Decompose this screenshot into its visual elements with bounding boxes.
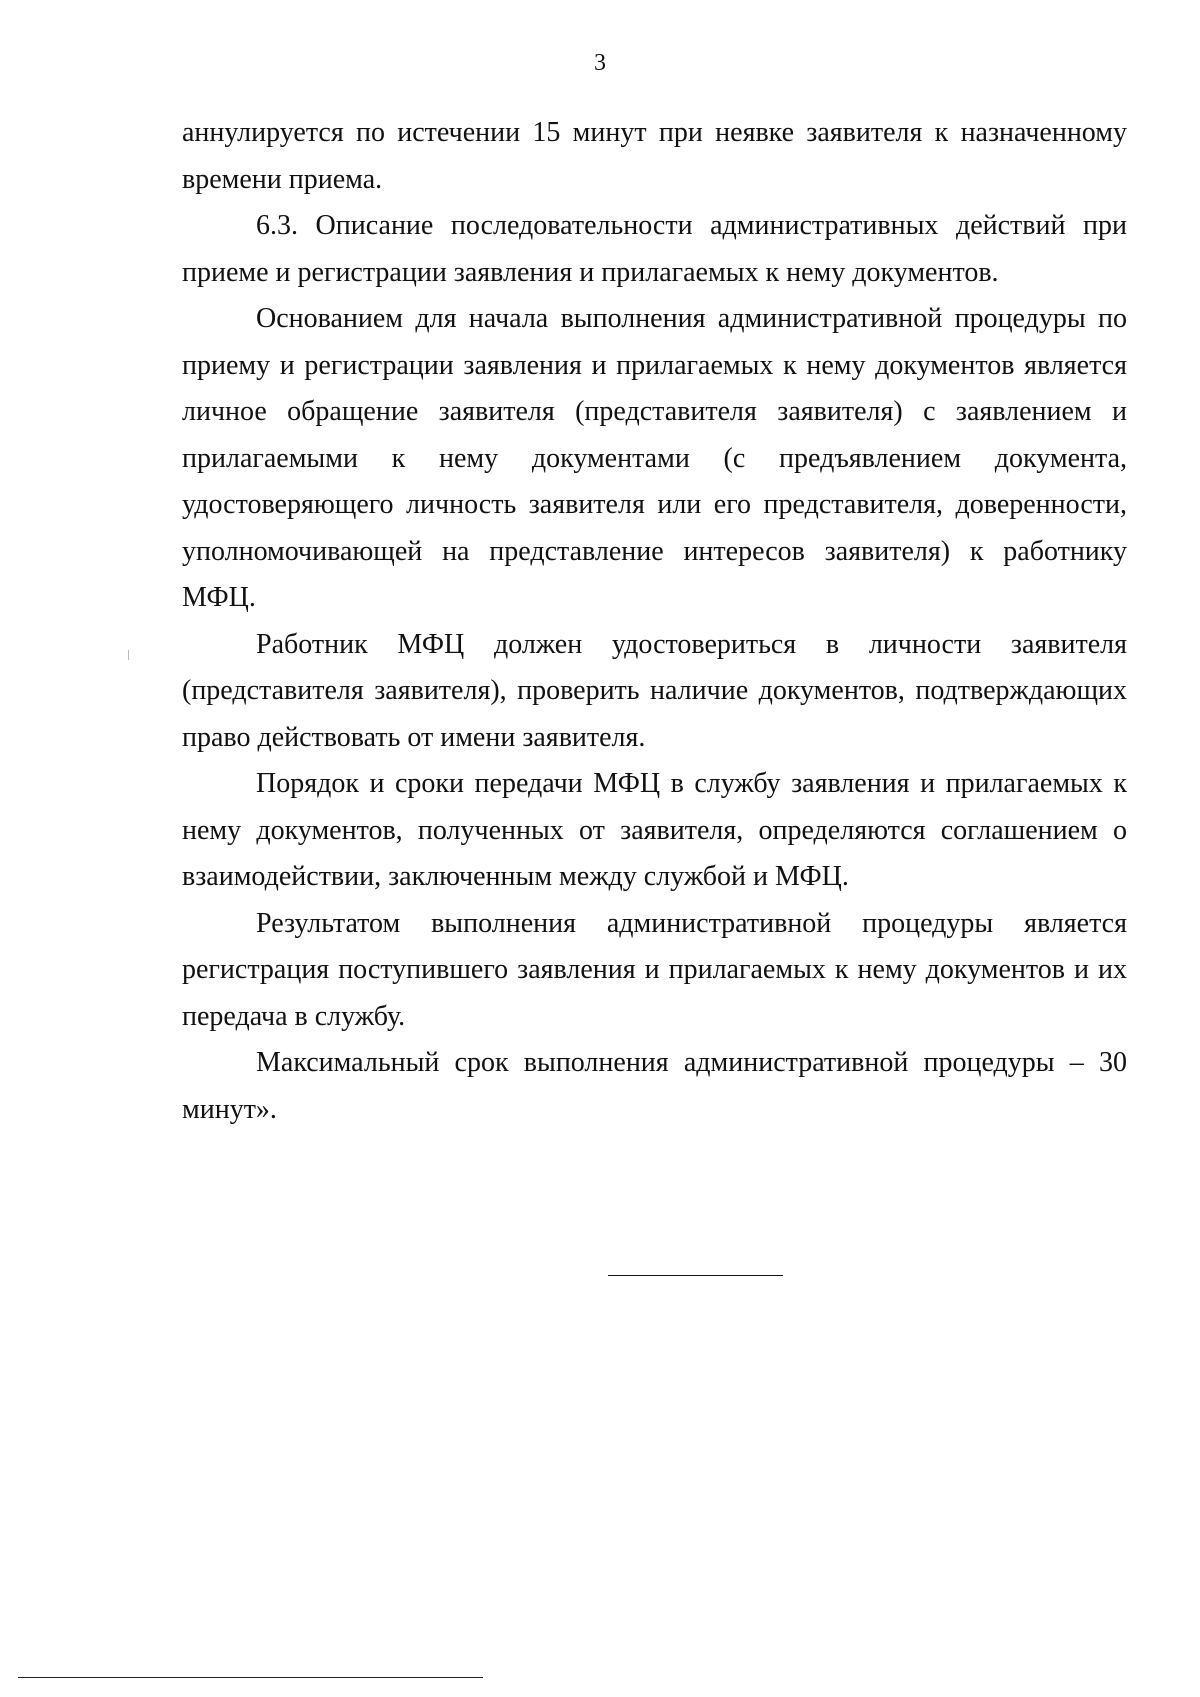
paragraph-procedure-result: Результатом выполнения административной процедуры является регистрация поступившего заявления и прилагаемых к нему документов и их передача в службу. bbox=[182, 907, 1127, 1032]
end-of-text-rule bbox=[608, 1275, 783, 1276]
paragraph-continuation: аннулируется по истечении 15 минут при неявке заявителя к назначенному времени приема. bbox=[182, 117, 1127, 195]
paragraph-section-6-3-heading: 6.3. Описание последовательности административных действий при приеме и регистрации заявления и прилагаемых к нему документов. bbox=[182, 210, 1127, 288]
footer-rule bbox=[18, 1677, 483, 1678]
page-number: 3 bbox=[594, 50, 606, 76]
paragraph-procedure-basis: Основанием для начала выполнения административной процедуры по приему и регистрации заявления и прилагаемых к нему документов является личное обращение заявителя (представителя заявителя) с заявлением и прилагаемыми к нему документами (с предъявлением документа, удостоверяющего личность заявителя или его представителя, доверенности, уполномочивающей на представление интересов заявителя) к работнику МФЦ. bbox=[182, 303, 1127, 613]
paragraph-identity-check: Работник МФЦ должен удостовериться в личности заявителя (представителя заявителя), проверить наличие документов, подтверждающих право действовать от имени заявителя. bbox=[182, 628, 1127, 753]
paragraph-transfer-order: Порядок и сроки передачи МФЦ в службу заявления и прилагаемых к нему документов, полученных от заявителя, определяются соглашением о взаимодействии, заключенным между службой и МФЦ. bbox=[182, 768, 1127, 892]
scan-margin-mark bbox=[128, 650, 129, 660]
document-body bbox=[182, 110, 1127, 1133]
paragraph-max-duration: Максимальный срок выполнения административной процедуры – 30 минут». bbox=[182, 1047, 1127, 1125]
